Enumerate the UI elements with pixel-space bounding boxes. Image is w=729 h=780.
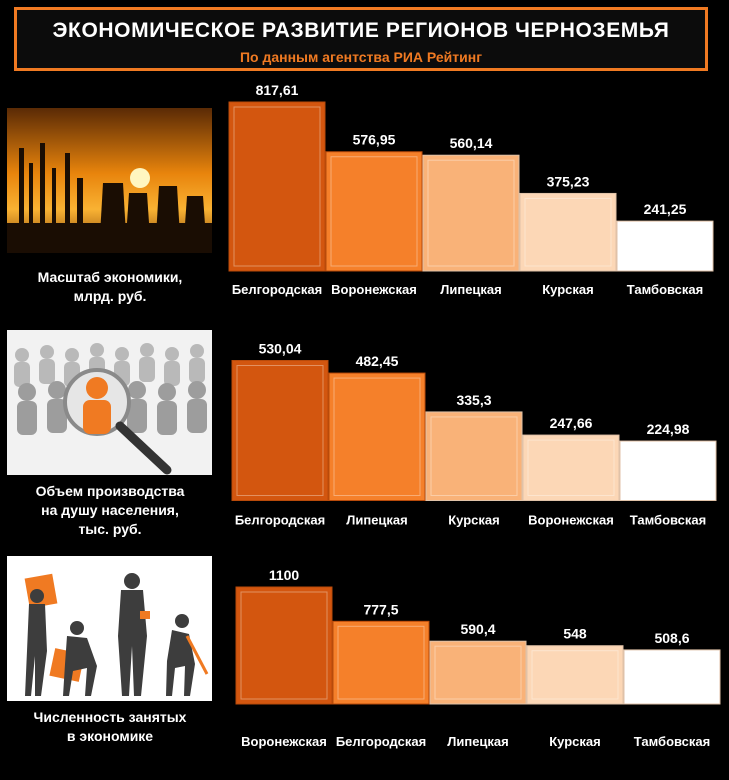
bar-5 (620, 441, 716, 500)
caption-line: Численность занятых (33, 709, 187, 725)
bar-value-label: 530,04 (258, 340, 302, 357)
chart-production-per-capita (225, 324, 729, 554)
bar-value-label: 817,61 (255, 82, 299, 98)
category-label: Курская (549, 734, 601, 749)
bar-1 (229, 102, 325, 271)
bar-2 (326, 152, 422, 271)
caption-production-per-capita (0, 482, 220, 539)
bar-2 (333, 621, 429, 704)
category-label: Тамбовская (626, 282, 704, 297)
bar-value-label: 576,95 (352, 131, 396, 148)
bar-value-label: 247,66 (549, 415, 593, 432)
bar-3 (426, 412, 522, 501)
bar-value-label: 1100 (268, 567, 300, 583)
category-label: Липецкая (440, 282, 502, 297)
workers-silhouette-photo-icon (7, 556, 212, 701)
header-banner (14, 7, 708, 71)
bar-value-label: 224,98 (646, 421, 690, 438)
chart-economy-scale (225, 80, 729, 310)
category-label: Курская (448, 512, 500, 528)
category-label: Воронежская (528, 512, 614, 528)
category-label: Белгородская (335, 734, 427, 749)
chart-employment (225, 550, 729, 780)
bar-5 (624, 650, 720, 704)
bar-4 (523, 435, 619, 500)
bar-value-label: 777,5 (363, 601, 399, 618)
category-label: Воронежская (241, 734, 327, 749)
caption-employment (0, 708, 220, 746)
category-label: Тамбовская (633, 734, 711, 749)
category-label: Липецкая (447, 734, 509, 749)
bar-3 (430, 641, 526, 704)
category-label: Курская (542, 282, 594, 297)
caption-line: млрд. руб. (73, 288, 147, 304)
caption-line: на душу населения, (41, 502, 179, 518)
bar-value-label: 482,45 (355, 353, 399, 370)
industrial-skyline-photo-icon (7, 108, 212, 253)
category-label: Белгородская (234, 512, 326, 528)
page-title: ЭКОНОМИЧЕСКОЕ РАЗВИТИЕ РЕГИОНОВ ЧЕРНОЗЕМЬЯ (52, 19, 670, 42)
caption-economy-scale (0, 268, 220, 306)
caption-line: в экономике (66, 728, 154, 744)
bar-1 (236, 587, 332, 704)
bar-4 (527, 646, 623, 704)
bar-3 (423, 155, 519, 271)
bar-1 (232, 361, 328, 501)
crowd-magnifier-photo-icon (7, 330, 212, 475)
category-label: Липецкая (346, 512, 408, 528)
bar-2 (329, 373, 425, 500)
bar-value-label: 548 (563, 625, 587, 642)
bar-value-label: 560,14 (449, 135, 493, 152)
category-label: Белгородская (231, 282, 323, 297)
caption-line: тыс. руб. (78, 521, 142, 537)
bar-value-label: 375,23 (546, 173, 590, 190)
bar-value-label: 508,6 (654, 629, 690, 646)
category-label: Воронежская (331, 282, 417, 297)
bar-value-label: 241,25 (643, 201, 687, 218)
bar-value-label: 335,3 (456, 391, 492, 408)
page-subtitle: По данным агентства РИА Рейтинг (239, 49, 483, 65)
bar-4 (520, 193, 616, 271)
category-label: Тамбовская (629, 512, 707, 528)
bar-5 (617, 221, 713, 271)
bar-value-label: 590,4 (460, 621, 496, 638)
caption-line: Объем производства (35, 483, 185, 499)
caption-line: Масштаб экономики, (37, 269, 183, 285)
